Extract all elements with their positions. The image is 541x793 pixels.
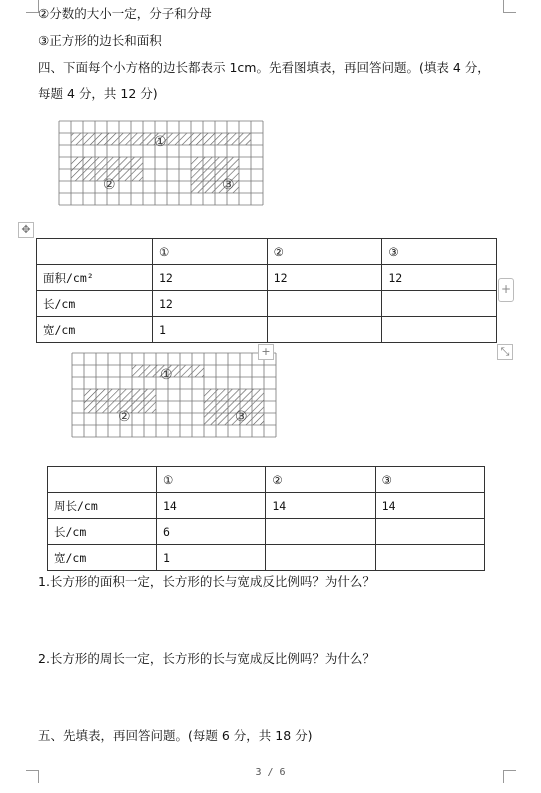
table-cell[interactable]: 1 xyxy=(157,545,266,571)
table-cell[interactable]: 14 xyxy=(157,493,266,519)
table-row xyxy=(48,519,485,545)
table-cell[interactable]: 14 xyxy=(266,493,375,519)
table-cell[interactable]: 6 xyxy=(157,519,266,545)
section-four-score: 每题 4 分，共 12 分) xyxy=(38,86,158,101)
section-five-heading: 五、先填表，再回答问题。(每题 6 分，共 18 分) xyxy=(38,728,313,743)
table-cell[interactable]: 12 xyxy=(382,265,497,291)
grid1-label-2: ② xyxy=(103,177,116,193)
grid2-label-1: ① xyxy=(160,367,173,383)
add-column-button[interactable]: + xyxy=(498,278,514,302)
grid-figure-perimeter xyxy=(71,352,283,456)
perimeter-table xyxy=(47,466,485,571)
table-cell[interactable] xyxy=(266,519,375,545)
table-cell[interactable]: 12 xyxy=(267,265,382,291)
table-cell: ① xyxy=(157,467,266,493)
table-cell: ① xyxy=(153,239,268,265)
table-cell[interactable]: 1 xyxy=(153,317,268,343)
table-cell[interactable]: 12 xyxy=(153,265,268,291)
table-cell[interactable] xyxy=(382,291,497,317)
table-cell: 面积/cm² xyxy=(37,265,153,291)
table-row xyxy=(48,545,485,571)
question-2: 2.长方形的周长一定，长方形的长与宽成反比例吗？为什么？ xyxy=(38,651,375,666)
table-cell: ③ xyxy=(382,239,497,265)
table-cell: ② xyxy=(266,467,375,493)
table-cell[interactable]: 14 xyxy=(375,493,484,519)
add-row-button[interactable]: + xyxy=(258,344,274,360)
grid1-label-1: ① xyxy=(154,134,167,150)
table-cell: ② xyxy=(267,239,382,265)
text-line-square: ③正方形的边长和面积 xyxy=(38,33,162,48)
table-cell xyxy=(37,239,153,265)
question-1: 1.长方形的面积一定，长方形的长与宽成反比例吗？为什么？ xyxy=(38,574,375,589)
grid-figure-area xyxy=(58,120,270,224)
table-cell: 宽/cm xyxy=(48,545,157,571)
page-number: 3 / 6 xyxy=(255,767,286,778)
table-cell[interactable] xyxy=(266,545,375,571)
crop-mark-top-right xyxy=(503,0,516,13)
section-four-heading: 四、下面每个小方格的边长都表示 1cm。先看图填表，再回答问题。(填表 4 分， xyxy=(38,60,490,75)
grid1-label-3: ③ xyxy=(222,177,235,193)
table-row xyxy=(37,265,497,291)
table-cell xyxy=(48,467,157,493)
table-row xyxy=(37,317,497,343)
table-cell: 长/cm xyxy=(48,519,157,545)
area-table xyxy=(36,238,497,343)
table-row xyxy=(37,291,497,317)
table-cell[interactable] xyxy=(267,317,382,343)
table-cell: 长/cm xyxy=(37,291,153,317)
table-cell: ③ xyxy=(375,467,484,493)
table-cell[interactable] xyxy=(267,291,382,317)
move-handle-icon[interactable]: ✥ xyxy=(18,222,34,238)
table-cell[interactable]: 12 xyxy=(153,291,268,317)
text-line-fraction: ②分数的大小一定，分子和分母 xyxy=(38,6,212,21)
table-cell[interactable] xyxy=(375,545,484,571)
resize-handle-icon[interactable]: ⤡ xyxy=(497,344,513,360)
table-row xyxy=(48,467,485,493)
shaded-rectangle xyxy=(204,389,264,425)
table-row xyxy=(37,239,497,265)
grid2-label-2: ② xyxy=(118,409,131,425)
table-cell[interactable] xyxy=(382,317,497,343)
table-row xyxy=(48,493,485,519)
table-cell: 周长/cm xyxy=(48,493,157,519)
table-cell[interactable] xyxy=(375,519,484,545)
table-cell: 宽/cm xyxy=(37,317,153,343)
grid2-label-3: ③ xyxy=(235,409,248,425)
